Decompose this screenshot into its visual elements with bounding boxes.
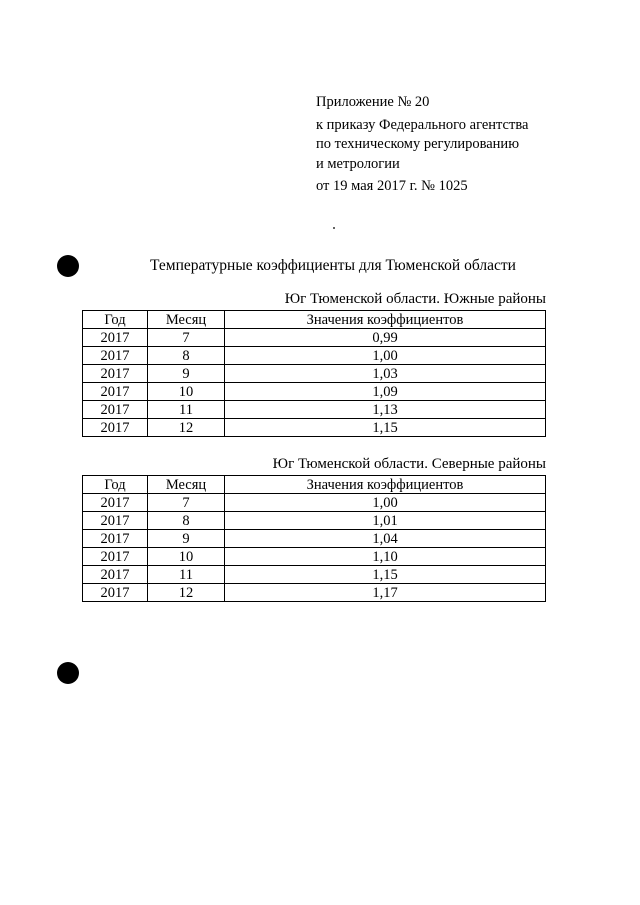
table-row [83, 347, 546, 365]
appendix-number: Приложение № 20 [316, 94, 430, 110]
table-row [83, 401, 546, 419]
cell-value: 1,15 [225, 566, 546, 584]
cell-year: 2017 [83, 494, 148, 512]
table-row [83, 329, 546, 347]
cell-value: 0,99 [225, 329, 546, 347]
cell-month: 8 [148, 512, 225, 530]
table-caption-south: Юг Тюменской области. Южные районы [284, 291, 546, 307]
cell-month: 10 [148, 548, 225, 566]
cell-value: 1,04 [225, 530, 546, 548]
cell-year: 2017 [83, 383, 148, 401]
table-row [83, 365, 546, 383]
coefficients-table-south [82, 310, 546, 437]
cell-value: 1,09 [225, 383, 546, 401]
column-header-month: Месяц [148, 311, 225, 329]
document-title: Температурные коэффициенты для Тюменской области [150, 257, 516, 274]
table-row [83, 548, 546, 566]
cell-month: 12 [148, 419, 225, 437]
cell-value: 1,00 [225, 347, 546, 365]
cell-value: 1,01 [225, 512, 546, 530]
cell-month: 11 [148, 401, 225, 419]
cell-month: 9 [148, 365, 225, 383]
cell-month: 7 [148, 494, 225, 512]
cell-year: 2017 [83, 548, 148, 566]
column-header-year: Год [83, 476, 148, 494]
punch-hole-top [57, 255, 79, 277]
cell-year: 2017 [83, 584, 148, 602]
cell-value: 1,00 [225, 494, 546, 512]
cell-year: 2017 [83, 347, 148, 365]
cell-year: 2017 [83, 419, 148, 437]
cell-month: 11 [148, 566, 225, 584]
table-row [83, 383, 546, 401]
table-header-row [83, 476, 546, 494]
cell-value: 1,13 [225, 401, 546, 419]
table-row [83, 584, 546, 602]
cell-value: 1,03 [225, 365, 546, 383]
table-row [83, 530, 546, 548]
appendix-header [316, 93, 528, 197]
column-header-month: Месяц [148, 476, 225, 494]
table-row [83, 494, 546, 512]
cell-year: 2017 [83, 365, 148, 383]
cell-month: 10 [148, 383, 225, 401]
cell-year: 2017 [83, 512, 148, 530]
cell-value: 1,15 [225, 419, 546, 437]
column-header-year: Год [83, 311, 148, 329]
table-row [83, 419, 546, 437]
cell-month: 7 [148, 329, 225, 347]
cell-value: 1,17 [225, 584, 546, 602]
cell-month: 12 [148, 584, 225, 602]
table-row [83, 566, 546, 584]
appendix-order-line: к приказу Федерального агентства [316, 116, 529, 133]
cell-value: 1,10 [225, 548, 546, 566]
table-caption-north: Юг Тюменской области. Северные районы [272, 456, 546, 472]
cell-year: 2017 [83, 566, 148, 584]
appendix-agency-line: по техническому регулированию [316, 136, 520, 152]
column-header-value: Значения коэффициентов [225, 311, 546, 329]
cell-year: 2017 [83, 530, 148, 548]
table-header-row [83, 311, 546, 329]
cell-month: 9 [148, 530, 225, 548]
cell-month: 8 [148, 347, 225, 365]
appendix-agency-line-2: и метрологии [316, 155, 400, 172]
cell-year: 2017 [83, 329, 148, 347]
appendix-date-line: от 19 мая 2017 г. № 1025 [316, 178, 468, 194]
punch-hole-bottom [57, 662, 79, 684]
scan-speck [333, 227, 335, 229]
cell-year: 2017 [83, 401, 148, 419]
table-row [83, 512, 546, 530]
column-header-value: Значения коэффициентов [225, 476, 546, 494]
coefficients-table-north [82, 475, 546, 602]
